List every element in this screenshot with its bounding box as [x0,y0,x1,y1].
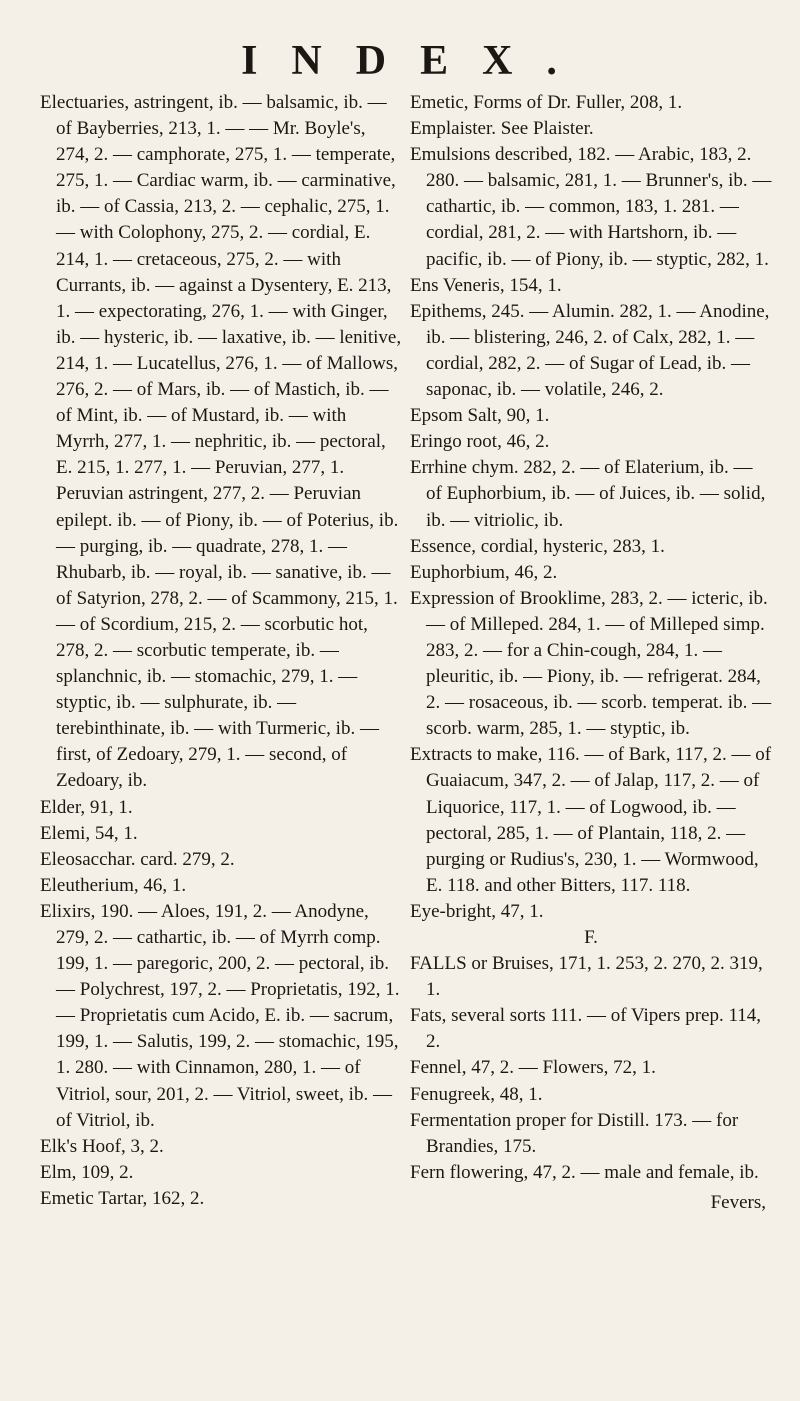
left-column [40,90,402,1216]
index-entry-elixirs: Elixirs, 190. — Aloes, 191, 2. — Anodyne, 279, 2. — cathartic, ib. — of Myrrh comp. 199, 1. — paregoric, 200, 2. — pectoral, ib. — Polychrest, 197, 2. — Proprietatis, 192, 1. — Proprietatis cum Acido, E. ib. — sacrum, 199, 1. — Salutis, 199, 2. — stomachic, 195, 1. 280. — with Cinnamon, 280, 1. — of Vitriol, sour, 201, 2. — Vitriol, sweet, ib. — of Vitriol, ib. [40,900,400,1131]
index-entry-electuaries: Electuaries, astringent, ib. — balsamic, ib. — of Bayberries, 213, 1. — — Mr. Boyle's, 274, 2. — camphorate, 275, 1. — temperate, 275, 1. — Cardiac warm, ib. — carminative, ib. — of Cassia, 213, 2. — cephalic, 275, 1. — with Colophony, 275, 2. — cordial, E. 214, 1. — cretaceous, 275, 2. — with Currants, ib. — against a Dysentery, E. 213, 1. — expectorating, 276, 1. — with Ginger, ib. — hysteric, ib. — laxative, ib. — lenitive, 214, 1. — Lucatellus, 276, 1. — of Mallows, 276, 2. — of Mars, ib. — of Mastich, ib. — of Mint, ib. — of Mustard, ib. — with Myrrh, 277, 1. — nephritic, ib. — pectoral, E. 215, 1. 277, 1. — Peruvian, 277, 1. Peruvian astringent, 277, 2. — Peruvian epilept. ib. — of Piony, ib. — of Poterius, ib. — purging, ib. — quadrate, 278, 1. — Rhubarb, ib. — royal, ib. — sanative, ib. — of Satyrion, 278, 2. — of Scammony, 215, 1. — of Scordium, 215, 2. — scorbutic hot, 278, 2. — scorbutic temperate, ib. — splanchnic, ib. — stomachic, 279, 1. — styptic, ib. — sulphurate, ib. — terebinthinate, ib. — with Turmeric, ib. — first, of Zedoary, 279, 1. — second, of Zedoary, ib. [40,92,402,792]
index-columns [40,90,772,1216]
index-entry-epsom-salt: Epsom Salt, 90, 1. [410,405,550,427]
index-entry-emplaister: Emplaister. See Plaister. [410,118,594,140]
index-entry-fats: Fats, several sorts 111. — of Vipers prep. 114, 2. [410,1005,762,1053]
catchword: Fevers, [710,1191,766,1213]
page-title: INDEX. [241,38,591,84]
index-entry-expression: Expression of Brooklime, 283, 2. — icteric, ib. — of Milleped. 284, 1. — of Milleped simp. 283, 2. — for a Chin-cough, 284, 1. — pleuritic, ib. — Piony, ib. — refrigerat. 284, 2. — rosaceous, ib. — scorb. temperat. ib. — scorb. warm, 285, 1. — styptic, ib. [410,587,772,740]
index-entry-fenugreek: Fenugreek, 48, 1. [410,1083,543,1105]
index-entry-elemi: Elemi, 54, 1. [40,822,138,844]
index-entry-emulsions: Emulsions described, 182. — Arabic, 183, 2. 280. — balsamic, 281, 1. — Brunner's, ib. — cathartic, ib. — common, 183, 1. 281. — cordial, 281, 2. — with Hartshorn, ib. — pacific, ib. — of Piony, ib. — styptic, 282, 1. [410,144,772,270]
index-entry-extracts: Extracts to make, 116. — of Bark, 117, 2. — of Guaiacum, 347, 2. — of Jalap, 117, 2. — of Liquorice, 117, 1. — of Logwood, ib. — pectoral, 285, 1. — of Plantain, 118, 2. — purging or Rudius's, 230, 1. — Wormwood, E. 118. and other Bitters, 117. 118. [410,744,772,896]
index-entry-ens-veneris: Ens Veneris, 154, 1. [410,274,562,296]
index-entry-essence: Essence, cordial, hysteric, 283, 1. [410,535,665,557]
index-entry-elder: Elder, 91, 1. [40,796,133,818]
index-entry-euphorbium: Euphorbium, 46, 2. [410,561,558,583]
index-entry-eringo: Eringo root, 46, 2. [410,431,550,453]
index-entry-elks-hoof: Elk's Hoof, 3, 2. [40,1135,164,1157]
section-letter-f: F. [584,927,598,948]
index-entry-fennel: Fennel, 47, 2. — Flowers, 72, 1. [410,1057,656,1079]
index-entry-elm: Elm, 109, 2. [40,1161,134,1183]
index-entry-eleutherium: Eleutherium, 46, 1. [40,874,187,896]
index-entry-fern: Fern flowering, 47, 2. — male and female, ib. [410,1161,759,1183]
right-column [410,90,772,1216]
index-entry-errhine: Errhine chym. 282, 2. — of Elaterium, ib. — of Euphorbium, ib. — of Juices, ib. — solid, ib. — vitriolic, ib. [410,457,766,531]
index-entry-emetic-forms: Emetic, Forms of Dr. Fuller, 208, 1. [410,92,683,113]
index-entry-emetic-tartar: Emetic Tartar, 162, 2. [40,1187,205,1209]
index-entry-fermentation: Fermentation proper for Distill. 173. — for Brandies, 175. [410,1109,739,1157]
index-entry-epithems: Epithems, 245. — Alumin. 282, 1. — Anodine, ib. — blistering, 246, 2. of Calx, 282, 1. — cordial, 282, 2. — of Sugar of Lead, ib. — saponac, ib. — volatile, 246, 2. [410,300,770,401]
index-entry-eleosacchar: Eleosacchar. card. 279, 2. [40,848,235,870]
index-entry-falls: FALLS or Bruises, 171, 1. 253, 2. 270, 2. 319, 1. [410,953,763,1001]
index-entry-eye-bright: Eye-bright, 47, 1. [410,900,544,922]
